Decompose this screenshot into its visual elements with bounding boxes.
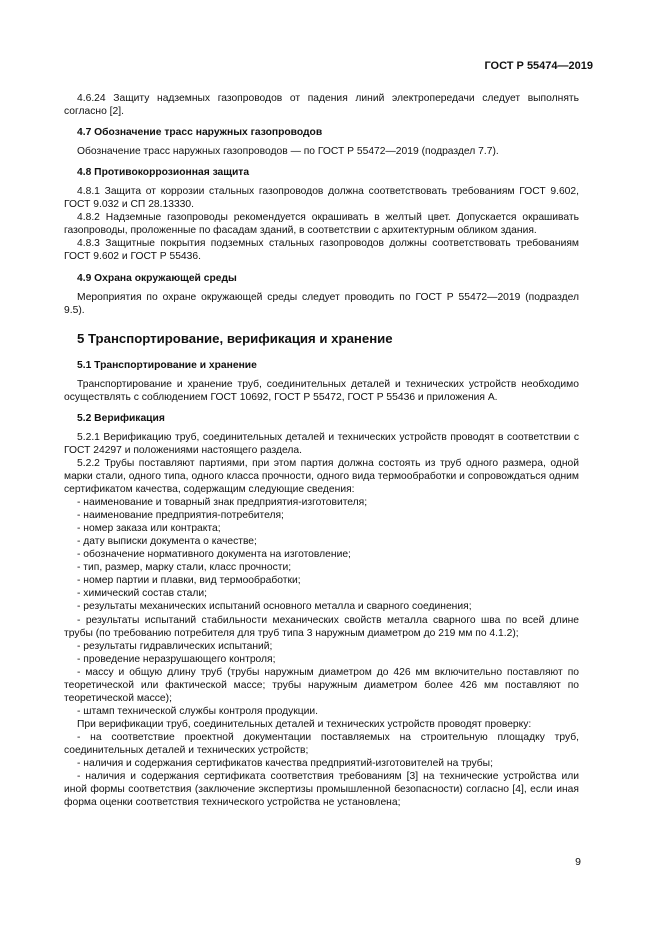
section-heading-4-7: 4.7 Обозначение трасс наружных газопроводов (77, 127, 323, 139)
paragraph-4-8-3: 4.8.3 Защитные покрытия подземных стальных газопроводов должны соответствовать требованиям ГОСТ 9.602 и ГОСТ Р 55436. (64, 238, 579, 263)
document-header: ГОСТ Р 55474—2019 (484, 60, 593, 72)
list-item: - наличия и содержания сертификата соответствия требованиям [3] на технические устройства или иной формы соответствия (заключение экспертизы промышленной безопасности) согласно [4], если иная форма оценки соответствия технического устройства не установлена; (64, 771, 579, 809)
paragraph-4-7: Обозначение трасс наружных газопроводов — по ГОСТ Р 55472—2019 (подраздел 7.7). (77, 146, 499, 158)
section-heading-4-9: 4.9 Охрана окружающей среды (77, 272, 237, 284)
list-item: - наименование предприятия-потребителя; (77, 510, 284, 522)
list-item: - номер партии и плавки, вид термообработки; (77, 575, 301, 587)
section-heading-5-2: 5.2 Верификация (77, 412, 165, 424)
page-number: 9 (575, 856, 581, 868)
list-item: - химический состав стали; (77, 588, 208, 600)
list-item: - тип, размер, марку стали, класс прочности; (77, 562, 292, 574)
section-heading-4-8: 4.8 Противокоррозионная защита (77, 167, 250, 179)
list-item: - результаты испытаний стабильности механических свойств металла сварного шва по всей длине трубы (по требованию потребителя для труб типа 3 наружным диаметром до 219 мм по 4.1.2); (64, 614, 579, 639)
list-item: - результаты гидравлических испытаний; (77, 640, 273, 652)
information-list (64, 496, 579, 718)
list-item: - номер заказа или контракта; (77, 523, 221, 535)
list-item: - результаты механических испытаний основного металла и сварного соединения; (77, 601, 472, 613)
paragraph-5-2-1: 5.2.1 Верификацию труб, соединительных деталей и технических устройств проводят в соответствии с ГОСТ 24297 и положениями настоящего раздела. (64, 431, 579, 456)
list-item: - наличия и содержания сертификатов качества предприятий-изготовителей на трубы; (77, 758, 493, 770)
chapter-heading-5: 5 Транспортирование, верификация и хранение (77, 330, 393, 346)
paragraph-5-2-2: 5.2.2 Трубы поставляют партиями, при этом партия должна состоять из труб одного размера, одной марки стали, одного типа, одного класса прочности, одного вида термообработки и сопровождаться одним сертификатом качества, содержащим следующие сведения: (64, 457, 579, 496)
paragraph-4-8-1: 4.8.1 Защита от коррозии стальных газопроводов должна соответствовать требованиям ГОСТ 9.602, ГОСТ 9.032 и СП 28.13330. (64, 186, 579, 211)
paragraph-5-1: Транспортирование и хранение труб, соединительных деталей и технических устройств необходимо осуществлять с соблюдением ГОСТ 10692, ГОСТ Р 55472, ГОСТ Р 55436 и приложения А. (64, 378, 579, 403)
paragraph-verification-check: При верификации труб, соединительных деталей и технических устройств проводят проверку: (77, 718, 532, 730)
list-item: - наименование и товарный знак предприятия-изготовителя; (77, 497, 368, 509)
document-body (64, 92, 579, 809)
list-item: - дату выписки документа о качестве; (77, 536, 257, 548)
list-item: - обозначение нормативного документа на изготовление; (77, 549, 351, 561)
section-heading-5-1: 5.1 Транспортирование и хранение (77, 359, 257, 371)
check-list (64, 731, 579, 809)
list-item: - штамп технической службы контроля продукции. (77, 705, 319, 717)
paragraph-4-9: Мероприятия по охране окружающей среды следует проводить по ГОСТ Р 55472—2019 (подраздел 9.5). (64, 291, 579, 316)
paragraph-4-6-24: 4.6.24 Защиту надземных газопроводов от падения линий электропередачи следует выполнять согласно [2]. (64, 93, 579, 118)
list-item: - на соответствие проектной документации поставляемых на строительную площадку труб, соединительных деталей и технических устройств; (64, 731, 579, 756)
list-item: - проведение неразрушающего контроля; (77, 653, 276, 665)
paragraph-4-8-2: 4.8.2 Надземные газопроводы рекомендуется окрашивать в желтый цвет. Допускается окрашивать газопроводы, проложенные по фасадам зданий, в соответствии с архитектурным обликом здания. (64, 212, 579, 237)
list-item: - массу и общую длину труб (трубы наружным диаметром до 426 мм включительно поставляют по теоретической или фактической массе; трубы наружным диаметром более 426 мм поставляют по теоретической массе); (64, 666, 579, 704)
